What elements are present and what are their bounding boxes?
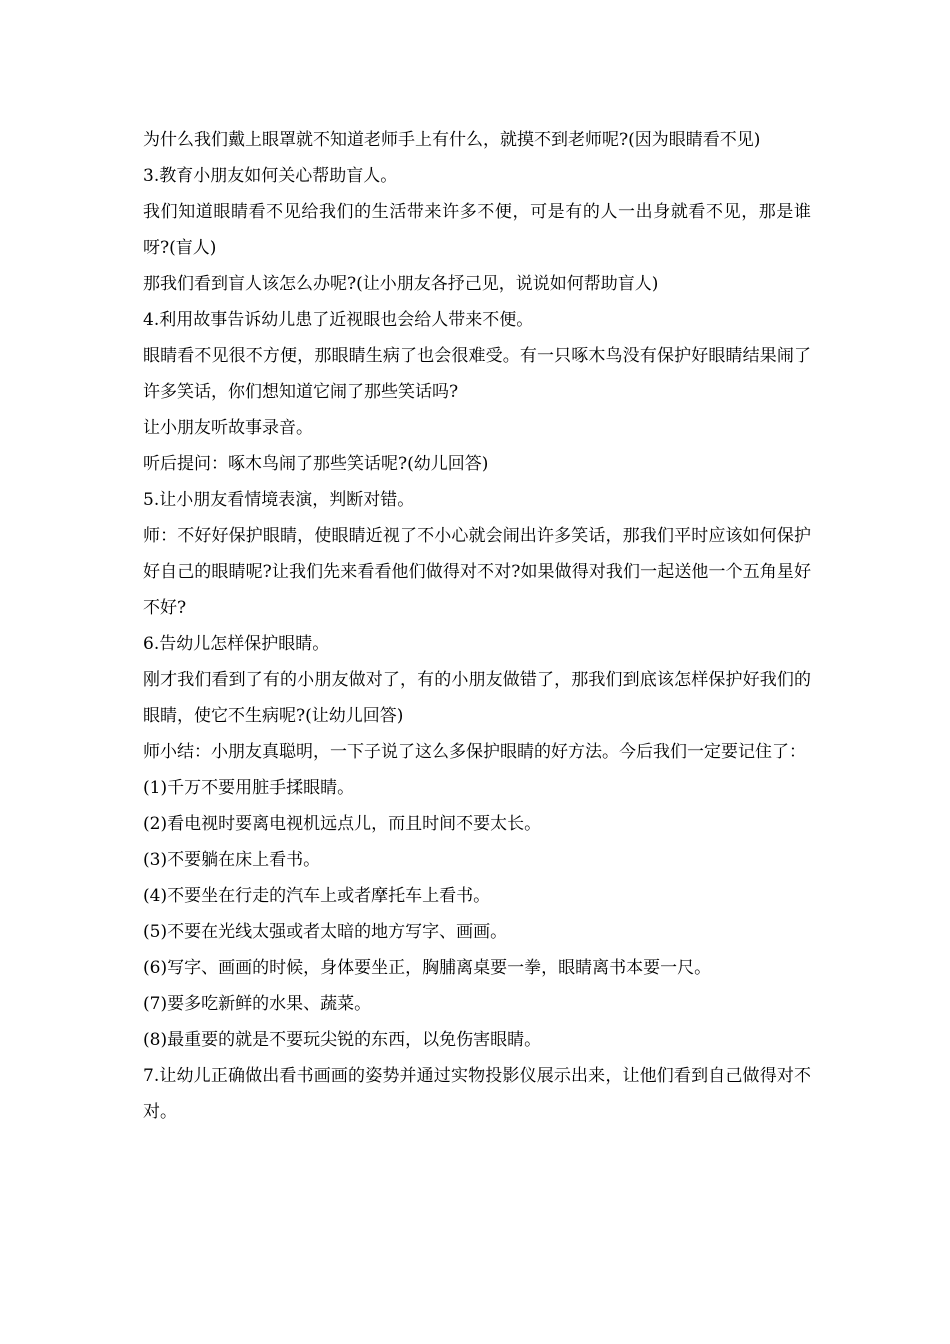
paragraph-teacher-summary: 师小结：小朋友真聪明，一下子说了这么多保护眼睛的好方法。今后我们一定要记住了： (143, 742, 806, 762)
paragraph-right-wrong: 刚才我们看到了有的小朋友做对了，有的小朋友做错了，那我们到底该怎样保护好我们的眼睛，使它不生病呢?(让幼儿回答) (143, 670, 811, 726)
paragraph-after-question: 听后提问：啄木鸟闹了那些笑话呢?(幼儿回答) (143, 454, 489, 474)
paragraph-woodpecker-intro: 眼睛看不见很不方便，那眼睛生病了也会很难受。有一只啄木鸟没有保护好眼睛结果闹了许多笑话，你们想知道它闹了那些笑话吗? (143, 346, 811, 402)
paragraph-question-blindfold: 为什么我们戴上眼罩就不知道老师手上有什么，就摸不到老师呢?(因为眼睛看不见) (143, 130, 761, 150)
paragraph-story-recording: 让小朋友听故事录音。 (143, 418, 313, 438)
paragraph-teacher-situation: 师：不好好保护眼睛，使眼睛近视了不小心就会闹出许多笑话，那我们平时应该如何保护好自己的眼睛呢?让我们先来看看他们做得对不对?如果做得对我们一起送他一个五角星好不好? (143, 526, 811, 618)
heading-step-5: 5.让小朋友看情境表演，判断对错。 (143, 490, 415, 510)
list-item-2: (2)看电视时要离电视机远点儿，而且时间不要太长。 (143, 814, 542, 834)
list-item-5: (5)不要在光线太强或者太暗的地方写字、画画。 (143, 922, 508, 942)
paragraph-blind-intro: 我们知道眼睛看不见给我们的生活带来许多不便，可是有的人一出身就看不见，那是谁呀?(盲人) (143, 202, 811, 258)
heading-step-7: 7.让幼儿正确做出看书画画的姿势并通过实物投影仪展示出来，让他们看到自己做得对不对。 (143, 1066, 811, 1122)
list-item-7: (7)要多吃新鲜的水果、蔬菜。 (143, 994, 372, 1014)
heading-step-3: 3.教育小朋友如何关心帮助盲人。 (143, 166, 398, 186)
list-item-1: (1)千万不要用脏手揉眼睛。 (143, 778, 355, 798)
document-body (143, 122, 811, 1130)
paragraph-help-blind: 那我们看到盲人该怎么办呢?(让小朋友各抒己见，说说如何帮助盲人) (143, 274, 659, 294)
list-item-3: (3)不要躺在床上看书。 (143, 850, 321, 870)
list-item-8: (8)最重要的就是不要玩尖锐的东西，以免伤害眼睛。 (143, 1030, 542, 1050)
list-item-4: (4)不要坐在行走的汽车上或者摩托车上看书。 (143, 886, 491, 906)
heading-step-6: 6.告幼儿怎样保护眼睛。 (143, 634, 330, 654)
list-item-6: (6)写字、画画的时候，身体要坐正，胸脯离桌要一拳，眼睛离书本要一尺。 (143, 958, 712, 978)
heading-step-4: 4.利用故事告诉幼儿患了近视眼也会给人带来不便。 (143, 310, 534, 330)
